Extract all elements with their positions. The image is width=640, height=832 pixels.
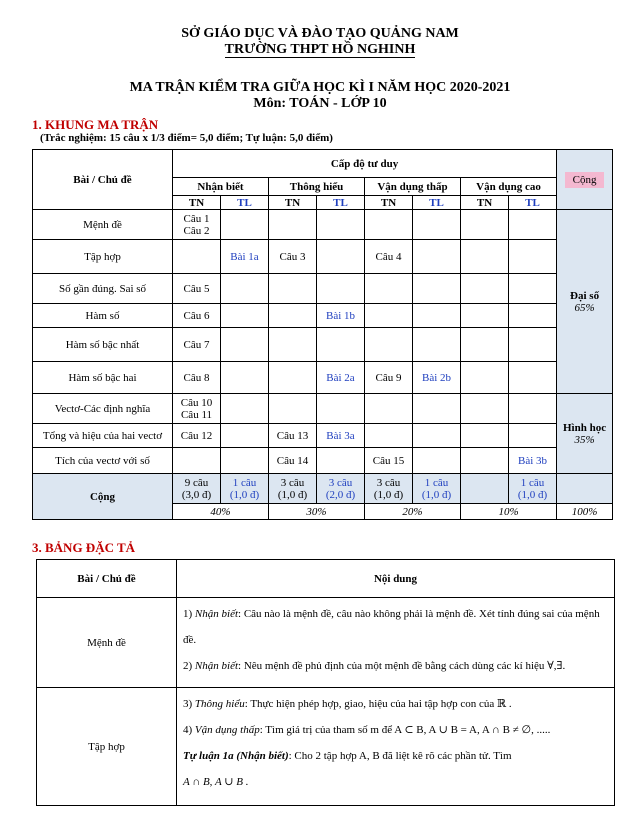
matrix-cell: [221, 362, 269, 394]
matrix-cell: [221, 304, 269, 328]
matrix-cell: [269, 304, 317, 328]
school-name: TRƯỜNG THPT HỒ NGHINH: [224, 42, 416, 57]
group-algebra: [557, 210, 613, 394]
tl-header: TL: [317, 196, 365, 210]
col-total-header: Cộng: [557, 150, 613, 210]
total-cell: 3 câu (2,0 đ): [317, 474, 365, 504]
row-topic: Vectơ-Các định nghĩa: [33, 394, 173, 424]
matrix-cell: [509, 210, 557, 240]
percent-cell: 30%: [269, 504, 365, 520]
matrix-cell: [509, 304, 557, 328]
matrix-cell: [413, 240, 461, 274]
spec-line: A ∩ B, A ∪ B .: [183, 776, 249, 788]
spec-col-topic: Bài / Chủ đề: [37, 560, 177, 598]
group-geometry: [557, 394, 613, 474]
matrix-cell: [317, 274, 365, 304]
section1-note: (Trắc nghiệm: 15 câu x 1/3 điểm= 5,0 điểm; Tự luận: 5,0 điểm): [40, 132, 333, 144]
level-header: Vận dụng cao: [461, 178, 557, 196]
tl-header: TL: [509, 196, 557, 210]
matrix-cell: [461, 362, 509, 394]
total-cell: 1 câu (1,0 đ): [221, 474, 269, 504]
matrix-cell: [413, 304, 461, 328]
matrix-cell: [269, 274, 317, 304]
matrix-cell: [365, 328, 413, 362]
matrix-cell: Câu 3: [269, 240, 317, 274]
col-level-header: Cấp độ tư duy: [173, 150, 557, 178]
level-header: Vận dụng thấp: [365, 178, 461, 196]
matrix-row: [33, 328, 613, 362]
matrix-row: [33, 448, 613, 474]
matrix-cell: [509, 424, 557, 448]
row-topic: Tập hợp: [33, 240, 173, 274]
matrix-cell: [221, 328, 269, 362]
total-label: Cộng: [33, 474, 173, 520]
total-cell: [557, 474, 613, 504]
percent-cell: 40%: [173, 504, 269, 520]
total-cell: 1 câu (1,0 đ): [413, 474, 461, 504]
group-pct: 35%: [574, 433, 595, 446]
matrix-cell: [365, 424, 413, 448]
matrix-cell: [269, 362, 317, 394]
matrix-cell: [317, 210, 365, 240]
spec-line: 4) Vận dụng thấp: Tìm giá trị của tham số m để A ⊂ B, A ∪ B = A, A ∩ B ≠ ∅, .....: [183, 724, 551, 736]
group-pct: 65%: [574, 301, 595, 314]
matrix-cell: [413, 424, 461, 448]
matrix-cell: [461, 328, 509, 362]
matrix-cell: [365, 394, 413, 424]
matrix-cell: [221, 274, 269, 304]
matrix-cell: [461, 274, 509, 304]
group-name: Đại số: [570, 289, 600, 302]
matrix-cell: [365, 274, 413, 304]
total-cell: 9 câu (3,0 đ): [173, 474, 221, 504]
row-topic: Hàm số bậc nhất: [33, 328, 173, 362]
matrix-cell: [365, 210, 413, 240]
matrix-cell: Câu 4: [365, 240, 413, 274]
matrix-cell: [413, 448, 461, 474]
matrix-cell: Câu 12: [173, 424, 221, 448]
spec-table: [36, 559, 615, 806]
row-topic: Mệnh đề: [33, 210, 173, 240]
tn-header: TN: [365, 196, 413, 210]
matrix-cell: Bài 3a: [317, 424, 365, 448]
matrix-cell: [173, 448, 221, 474]
spec-content-menh-de: [177, 598, 615, 688]
matrix-cell: [461, 210, 509, 240]
matrix-row: [33, 240, 613, 274]
matrix-cell: [269, 394, 317, 424]
spec-content-tap-hop: [177, 688, 615, 806]
tn-header: TN: [461, 196, 509, 210]
matrix-cell: [221, 424, 269, 448]
row-topic: Hàm số: [33, 304, 173, 328]
matrix-cell: [317, 328, 365, 362]
matrix-table: [32, 149, 613, 520]
matrix-cell: [509, 362, 557, 394]
total-cell: [461, 474, 509, 504]
department-name: SỞ GIÁO DỤC VÀ ĐÀO TẠO QUẢNG NAM: [181, 26, 459, 41]
section3-heading: 3. BẢNG ĐẶC TẢ: [32, 540, 136, 555]
matrix-cell: Câu 6: [173, 304, 221, 328]
matrix-cell: [173, 240, 221, 274]
matrix-row: [33, 210, 613, 240]
total-row: [33, 474, 613, 504]
spec-line: 2) Nhận biết: Nêu mệnh đề phủ định của một mệnh đề bằng cách dùng các kí hiệu ∀,∃.: [183, 660, 566, 672]
spec-line: 3) Thông hiểu: Thực hiện phép hợp, giao, hiệu của hai tập hợp con của ℝ .: [183, 698, 512, 710]
spec-topic-tap-hop: Tập hợp: [37, 688, 177, 806]
section1-heading: 1. KHUNG MA TRẬN: [32, 117, 159, 132]
matrix-cell: Câu 8: [173, 362, 221, 394]
matrix-cell: [221, 394, 269, 424]
row-topic: Tích của vectơ với số: [33, 448, 173, 474]
spec-topic-menh-de: Mệnh đề: [37, 598, 177, 688]
group-name: Hình học: [563, 421, 607, 434]
matrix-cell: Bài 3b: [509, 448, 557, 474]
matrix-cell: [413, 328, 461, 362]
matrix-cell: [461, 240, 509, 274]
spec-line: Tự luận 1a (Nhận biết): Cho 2 tập hợp A, B đã liệt kê rõ các phần tử. Tìm: [183, 750, 512, 762]
matrix-cell: [317, 448, 365, 474]
matrix-cell: [413, 394, 461, 424]
matrix-cell: [317, 394, 365, 424]
spec-line: 1) Nhận biết: Câu nào là mệnh đề, câu nào không phải là mệnh đề. Xét tính đúng sai của mệnh đề.: [183, 608, 600, 646]
level-header: Nhận biết: [173, 178, 269, 196]
matrix-cell: [509, 240, 557, 274]
percent-cell: 10%: [461, 504, 557, 520]
matrix-cell: Câu 13: [269, 424, 317, 448]
level-header: Thông hiểu: [269, 178, 365, 196]
matrix-cell: Câu 7: [173, 328, 221, 362]
total-cell: 1 câu (1,0 đ): [509, 474, 557, 504]
matrix-cell: [269, 328, 317, 362]
percent-cell: 20%: [365, 504, 461, 520]
total-cell: 3 câu (1,0 đ): [365, 474, 413, 504]
matrix-row: [33, 424, 613, 448]
matrix-cell: Bài 1a: [221, 240, 269, 274]
doc-subject: Môn: TOÁN - LỚP 10: [253, 96, 387, 111]
matrix-cell: [461, 448, 509, 474]
matrix-cell: Bài 1b: [317, 304, 365, 328]
matrix-cell: Câu 10 Câu 11: [173, 394, 221, 424]
col-topic-header: Bài / Chủ đề: [33, 150, 173, 210]
matrix-cell: Bài 2b: [413, 362, 461, 394]
matrix-row: [33, 362, 613, 394]
matrix-cell: [413, 274, 461, 304]
matrix-cell: Câu 15: [365, 448, 413, 474]
matrix-cell: [509, 274, 557, 304]
tl-header: TL: [221, 196, 269, 210]
matrix-cell: [413, 210, 461, 240]
spec-col-content: Nội dung: [177, 560, 615, 598]
total-cell: 3 câu (1,0 đ): [269, 474, 317, 504]
matrix-cell: [509, 394, 557, 424]
matrix-cell: Câu 1 Câu 2: [173, 210, 221, 240]
tn-header: TN: [173, 196, 221, 210]
matrix-cell: [461, 394, 509, 424]
matrix-row: [33, 394, 613, 424]
matrix-cell: [317, 240, 365, 274]
matrix-cell: Bài 2a: [317, 362, 365, 394]
matrix-cell: [221, 448, 269, 474]
matrix-cell: Câu 14: [269, 448, 317, 474]
matrix-cell: [461, 424, 509, 448]
matrix-cell: [221, 210, 269, 240]
row-topic: Số gần đúng. Sai số: [33, 274, 173, 304]
matrix-cell: [269, 210, 317, 240]
tl-header: TL: [413, 196, 461, 210]
matrix-row: [33, 304, 613, 328]
matrix-row: [33, 274, 613, 304]
matrix-cell: Câu 5: [173, 274, 221, 304]
matrix-cell: Câu 9: [365, 362, 413, 394]
grand-percent: 100%: [557, 504, 613, 520]
row-topic: Hàm số bậc hai: [33, 362, 173, 394]
tn-header: TN: [269, 196, 317, 210]
row-topic: Tổng và hiệu của hai vectơ: [33, 424, 173, 448]
matrix-cell: [461, 304, 509, 328]
matrix-cell: [365, 304, 413, 328]
matrix-cell: [509, 328, 557, 362]
doc-title: MA TRẬN KIỂM TRA GIỮA HỌC KÌ I NĂM HỌC 2020-2021: [129, 80, 511, 95]
